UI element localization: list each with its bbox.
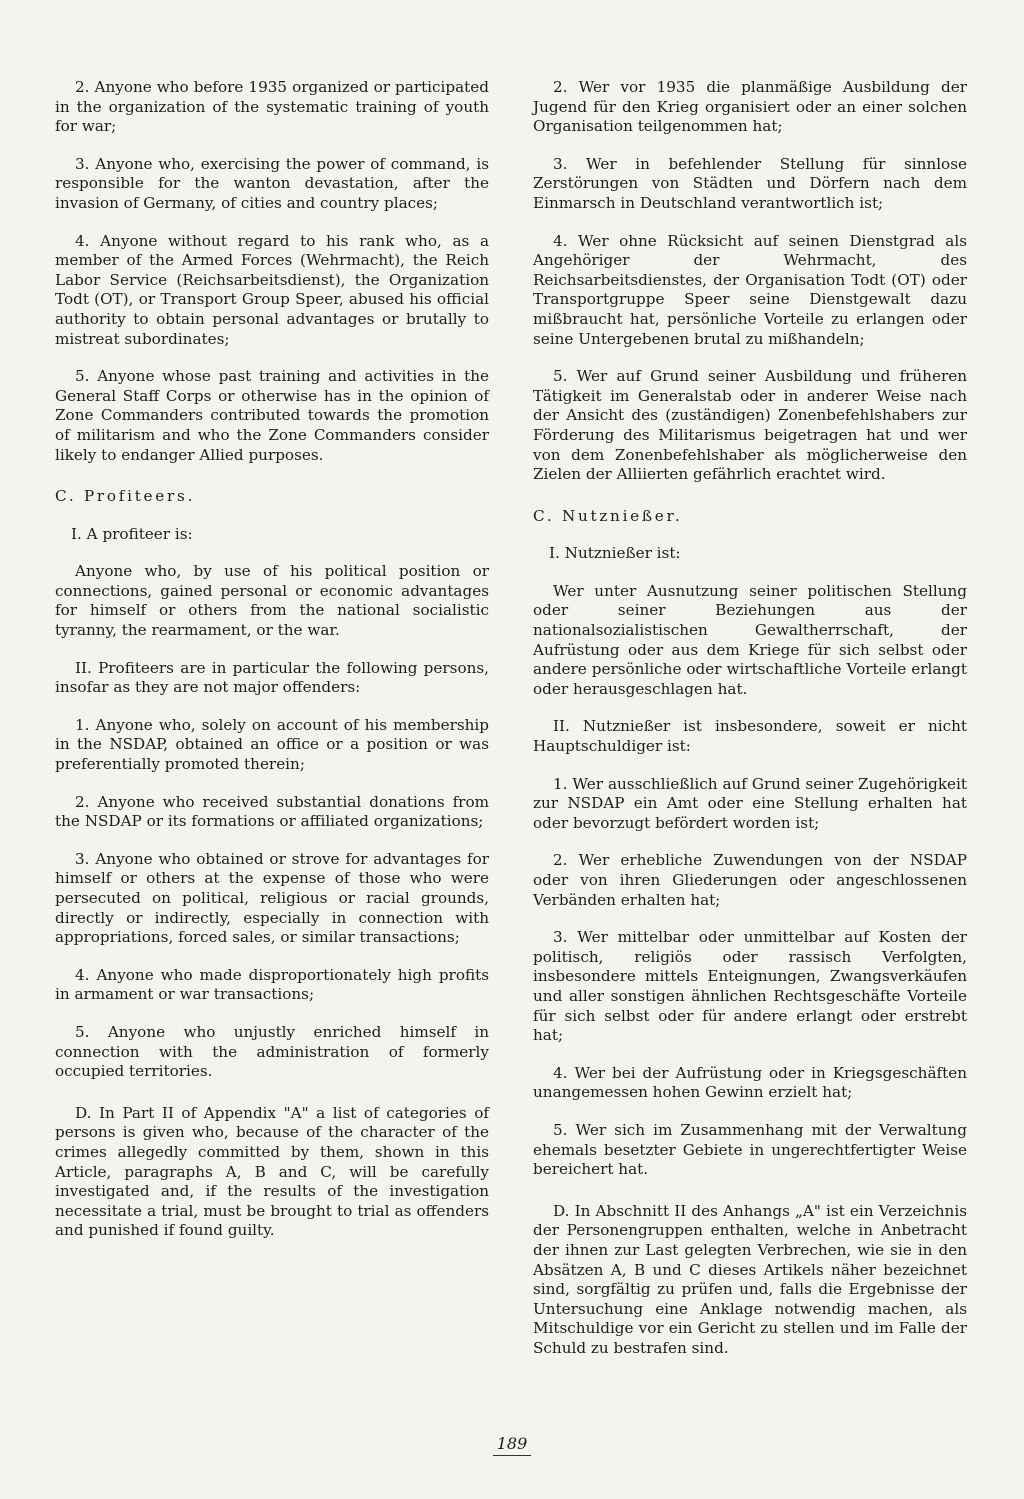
- de-c-item-4: 4. Wer bei der Aufrüstung oder in Kriegsgeschäften unangemessen hohen Gewinn erzielt hat;: [533, 1063, 967, 1102]
- de-b-item-3: 3. Wer in befehlender Stellung für sinnlose Zerstörungen von Städten und Dörfern nach dem Einmarsch in Deutschland verantwortlich ist;: [533, 154, 967, 212]
- en-c-i-label: I. A profiteer is:: [71, 524, 193, 543]
- en-b-item-4: 4. Anyone without regard to his rank who, as a member of the Armed Forces (Wehrmacht), the Reich Labor Service (Reichsarbeitsdienst), the Organization Todt (OT), or Transport Group Speer, abused his official authority to obtain personal advantages or brutally to mistreat subordinates;: [55, 231, 489, 348]
- page-number: [0, 1434, 1024, 1454]
- de-c-item-5: 5. Wer sich im Zusammenhang mit der Verwaltung ehemals besetzter Gebiete in ungerechtfertigter Weise bereichert hat.: [533, 1120, 967, 1179]
- de-c-item-1: 1. Wer ausschließlich auf Grund seiner Zugehörigkeit zur NSDAP ein Amt oder eine Stellung erhalten hat oder bevorzugt befördert worden ist;: [533, 774, 967, 832]
- en-b-item-3: 3. Anyone who, exercising the power of command, is responsible for the wanton devastation, after the invasion of Germany, of cities and country places;: [55, 154, 489, 212]
- en-b-item-5: 5. Anyone whose past training and activities in the General Staff Corps or otherwise has in the opinion of Zone Commanders contributed towards the promotion of militarism and who the Zone Commanders consider likely to endanger Allied purposes.: [55, 367, 489, 464]
- en-c-item-2: 2. Anyone who received substantial donations from the NSDAP or its formations or affiliated organizations;: [55, 792, 489, 831]
- en-section-c-heading: C. Profiteers.: [55, 487, 196, 506]
- de-c-i-text: Wer unter Ausnutzung seiner politischen Stellung oder seiner Beziehungen aus der nationalsozialistischen Gewaltherrschaft, der Aufrüstung oder aus dem Kriege für sich selbst oder andere persönliche oder wirtschaftliche Vorteile erlangt oder herausgeschlagen hat.: [533, 581, 967, 698]
- de-c-i-label: I. Nutznießer ist:: [549, 544, 681, 563]
- en-c-item-3: 3. Anyone who obtained or strove for advantages for himself or others at the expense of those who were persecuted on political, religious or racial grounds, directly or indirectly, especially in connection with appropriations, forced sales, or similar transactions;: [55, 849, 489, 947]
- en-c-ii-text: II. Profiteers are in particular the following persons, insofar as they are not major offenders:: [55, 658, 489, 697]
- de-c-ii-text: II. Nutznießer ist insbesondere, soweit er nicht Hauptschuldiger ist:: [533, 717, 967, 756]
- german-column: [533, 78, 967, 1376]
- de-section-d: D. In Abschnitt II des Anhangs „A" ist ein Verzeichnis der Personengruppen enthalten, welche in Anbetracht der ihnen zur Last gelegten Verbrechen, wie sie in den Absätzen A, B und C dieses Artikels näher bezeichnet sind, sorgfältig zu prüfen und, falls die Ergebnisse der Untersuchung eine Anklage notwendig machen, als Mitschuldige vor ein Gericht zu stellen und im Falle der Schuld zu bestrafen sind.: [533, 1201, 967, 1357]
- en-b-item-2: 2. Anyone who before 1935 organized or participated in the organization of the systematic training of youth for war;: [55, 78, 489, 136]
- de-c-item-2: 2. Wer erhebliche Zuwendungen von der NSDAP oder von ihren Gliederungen oder angeschlossenen Verbänden erhalten hat;: [533, 851, 967, 909]
- de-section-c-heading: C. Nutznießer.: [533, 506, 683, 525]
- english-column: [55, 78, 489, 1259]
- en-c-item-1: 1. Anyone who, solely on account of his membership in the NSDAP, obtained an office or a position or was preferentially promoted therein;: [55, 715, 489, 774]
- de-b-item-4: 4. Wer ohne Rücksicht auf seinen Dienstgrad als Angehöriger der Wehrmacht, des Reichsarbeitsdienstes, der Organisation Todt (OT) oder Transportgruppe Speer seine Dienstgewalt dazu mißbraucht hat, persönliche Vorteile zu erlangen oder seine Untergebenen brutal zu mißhandeln;: [533, 231, 967, 348]
- en-section-d: D. In Part II of Appendix "A" a list of categories of persons is given who, because of the character of the crimes allegedly committed by them, shown in this Article, paragraphs A, B and C, will be carefully investigated and, if the results of the investigation necessitate a trial, must be brought to trial as offenders and punished if found guilty.: [55, 1103, 489, 1240]
- en-c-i-text: Anyone who, by use of his political position or connections, gained personal or economic advantages for himself or others from the national socialistic tyranny, the rearmament, or the war.: [55, 562, 489, 640]
- de-c-item-3: 3. Wer mittelbar oder unmittelbar auf Kosten der politisch, religiös oder rassisch Verfolgten, insbesondere mittels Enteignungen, Zwangsverkäufen und aller sonstigen ähnlichen Rechtsgeschäfte Vorteile für sich selbst oder für andere erlangt oder erstrebt hat;: [533, 928, 967, 1045]
- en-c-item-4: 4. Anyone who made disproportionately high profits in armament or war transactions;: [55, 965, 489, 1004]
- de-b-item-5: 5. Wer auf Grund seiner Ausbildung und früheren Tätigkeit im Generalstab oder in anderer Weise nach der Ansicht des (zuständigen) Zonenbefehlshabers zur Förderung des Militarismus beigetragen hat und wer von dem Zonenbefehlshaber als möglicherweise den Zielen der Alliierten gefährlich erachtet wird.: [533, 367, 967, 484]
- de-b-item-2: 2. Wer vor 1935 die planmäßige Ausbildung der Jugend für den Krieg organisiert oder an einer solchen Organisation teilgenommen hat;: [533, 78, 967, 136]
- en-c-item-5: 5. Anyone who unjustly enriched himself in connection with the administration of formerly occupied territories.: [55, 1022, 489, 1081]
- page-number-value: 189: [493, 1434, 532, 1456]
